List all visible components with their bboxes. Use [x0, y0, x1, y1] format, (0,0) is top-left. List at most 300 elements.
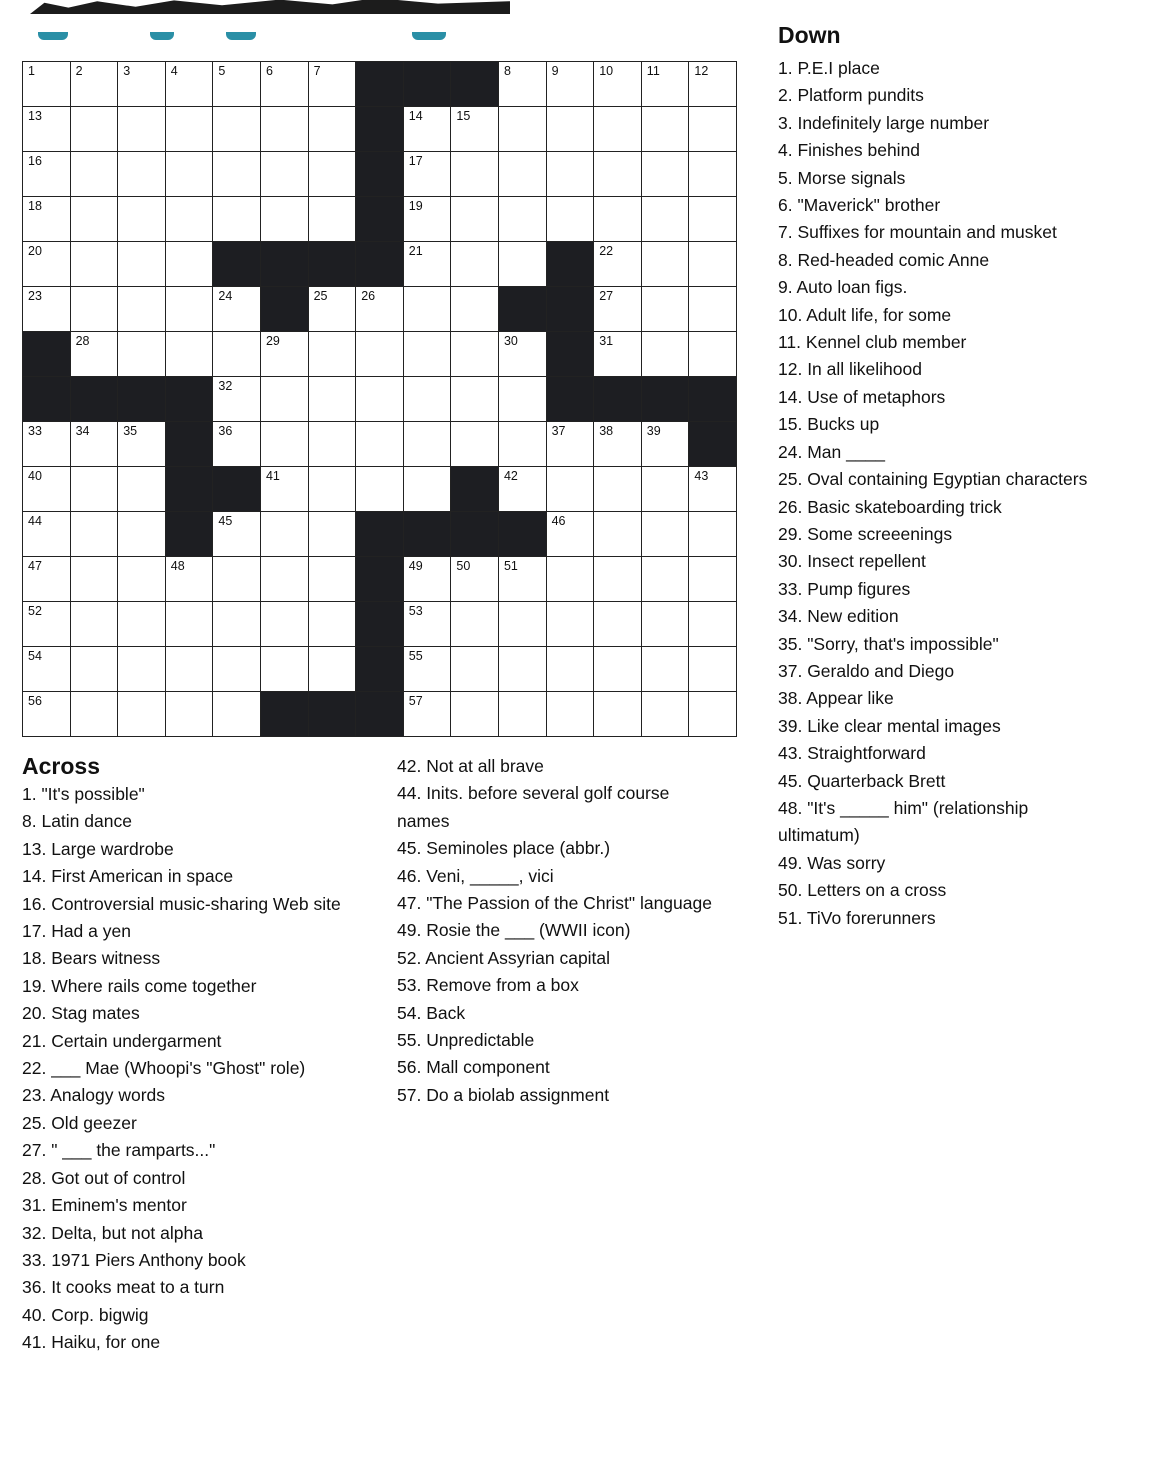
- clue-number: 42: [503, 469, 518, 483]
- grid-cell[interactable]: [689, 602, 736, 646]
- grid-cell[interactable]: [689, 692, 736, 736]
- clue-number: 37: [551, 424, 566, 438]
- grid-cell[interactable]: [499, 152, 546, 196]
- grid-cell[interactable]: [309, 62, 356, 106]
- grid-cell[interactable]: [118, 647, 165, 691]
- clue-number: 53: [408, 604, 423, 618]
- grid-cell[interactable]: [594, 287, 641, 331]
- clue-item: 7. Suffixes for mountain and musket: [778, 222, 1057, 243]
- grid-cell[interactable]: [213, 602, 260, 646]
- cropped-title-ink: [30, 0, 510, 14]
- grid-cell[interactable]: [213, 197, 260, 241]
- grid-cell[interactable]: [404, 647, 451, 691]
- grid-cell[interactable]: [356, 377, 403, 421]
- clue-number: 1: [28, 64, 35, 78]
- grid-cell[interactable]: [309, 197, 356, 241]
- grid-cell[interactable]: [71, 107, 118, 151]
- grid-cell[interactable]: [23, 62, 70, 106]
- clue-item: 13. Large wardrobe: [22, 838, 174, 859]
- grid-cell[interactable]: [309, 287, 356, 331]
- clue-number: 19: [408, 199, 423, 213]
- grid-cell[interactable]: [118, 287, 165, 331]
- grid-cell[interactable]: [689, 467, 736, 511]
- grid-cell[interactable]: [451, 152, 498, 196]
- block-cell: [23, 332, 70, 376]
- clue-number: 6: [265, 64, 273, 78]
- grid-cell[interactable]: [594, 647, 641, 691]
- grid-cell[interactable]: [261, 107, 308, 151]
- grid-cell[interactable]: [594, 422, 641, 466]
- grid-cell[interactable]: [642, 242, 689, 286]
- clue-item: 8. Red-headed comic Anne: [778, 249, 990, 270]
- grid-cell[interactable]: [261, 557, 308, 601]
- grid-cell[interactable]: [261, 62, 308, 106]
- block-cell: [689, 422, 736, 466]
- block-cell: [642, 377, 689, 421]
- cropped-title-accent: [412, 32, 446, 40]
- block-cell: [356, 692, 403, 736]
- grid-cell[interactable]: [547, 647, 594, 691]
- crossword-grid: [22, 61, 737, 737]
- clue-item: 53. Remove from a box: [397, 975, 579, 996]
- grid-cell[interactable]: [309, 152, 356, 196]
- clue-item: 23. Analogy words: [22, 1085, 166, 1106]
- grid-cell[interactable]: [118, 557, 165, 601]
- clue-item: 2. Platform pundits: [778, 85, 924, 106]
- clue-item: 33. Pump figures: [778, 578, 911, 599]
- grid-cell[interactable]: [594, 692, 641, 736]
- cropped-title-accent: [226, 32, 256, 40]
- grid-cell[interactable]: [166, 332, 213, 376]
- grid-cell[interactable]: [213, 422, 260, 466]
- grid-cell[interactable]: [404, 692, 451, 736]
- grid-cell[interactable]: [309, 512, 356, 556]
- grid-cell[interactable]: [451, 422, 498, 466]
- grid-cell[interactable]: [642, 422, 689, 466]
- grid-cell[interactable]: [594, 512, 641, 556]
- grid-cell[interactable]: [642, 332, 689, 376]
- grid-cell[interactable]: [451, 242, 498, 286]
- clue-number: 3: [123, 64, 131, 78]
- grid-cell[interactable]: [166, 197, 213, 241]
- clue-number: 54: [28, 649, 42, 663]
- grid-cell[interactable]: [642, 602, 689, 646]
- grid-cell[interactable]: [213, 557, 260, 601]
- grid-cell[interactable]: [261, 377, 308, 421]
- grid-cell[interactable]: [404, 602, 451, 646]
- clue-item: 35. "Sorry, that's impossible": [778, 633, 999, 654]
- clue-item: 30. Insect repellent: [778, 551, 926, 572]
- grid-cell[interactable]: [118, 692, 165, 736]
- grid-cell[interactable]: [689, 107, 736, 151]
- grid-cell[interactable]: [642, 197, 689, 241]
- grid-cell[interactable]: [213, 287, 260, 331]
- clue-item: 17. Had a yen: [22, 921, 131, 942]
- clue-item: 15. Bucks up: [778, 414, 880, 435]
- grid-cell[interactable]: [404, 242, 451, 286]
- grid-cell[interactable]: [451, 107, 498, 151]
- grid-cell[interactable]: [451, 602, 498, 646]
- grid-cell[interactable]: [594, 152, 641, 196]
- grid-cell[interactable]: [404, 287, 451, 331]
- grid-cell[interactable]: [23, 107, 70, 151]
- block-cell: [689, 377, 736, 421]
- grid-cell[interactable]: [71, 287, 118, 331]
- grid-cell[interactable]: [71, 647, 118, 691]
- clue-item: 44. Inits. before several golf course names: [397, 783, 670, 831]
- block-cell: [356, 242, 403, 286]
- block-cell: [404, 62, 451, 106]
- grid-cell[interactable]: [213, 107, 260, 151]
- grid-cell[interactable]: [404, 422, 451, 466]
- grid-cell[interactable]: [23, 287, 70, 331]
- clue-item: 21. Certain undergarment: [22, 1030, 222, 1051]
- grid-cell[interactable]: [166, 242, 213, 286]
- grid-cell[interactable]: [166, 647, 213, 691]
- grid-cell[interactable]: [23, 422, 70, 466]
- block-cell: [261, 692, 308, 736]
- grid-cell[interactable]: [594, 332, 641, 376]
- grid-cell[interactable]: [499, 602, 546, 646]
- block-cell: [309, 692, 356, 736]
- grid-cell[interactable]: [23, 152, 70, 196]
- clue-item: 33. 1971 Piers Anthony book: [22, 1249, 246, 1270]
- grid-cell[interactable]: [547, 107, 594, 151]
- grid-cell[interactable]: [309, 467, 356, 511]
- grid-cell[interactable]: [118, 197, 165, 241]
- grid-cell[interactable]: [118, 242, 165, 286]
- grid-cell[interactable]: [356, 422, 403, 466]
- clue-item: 29. Some screeenings: [778, 523, 953, 544]
- grid-cell[interactable]: [594, 602, 641, 646]
- block-cell: [71, 377, 118, 421]
- grid-cell[interactable]: [309, 332, 356, 376]
- grid-cell[interactable]: [642, 107, 689, 151]
- grid-cell[interactable]: [261, 422, 308, 466]
- grid-cell[interactable]: [213, 512, 260, 556]
- grid-cell[interactable]: [213, 332, 260, 376]
- grid-cell[interactable]: [499, 377, 546, 421]
- clue-number: 5: [218, 64, 226, 78]
- clue-item: 25. Oval containing Egyptian characters: [778, 469, 1088, 490]
- grid-cell[interactable]: [451, 377, 498, 421]
- grid-cell[interactable]: [689, 557, 736, 601]
- grid-cell[interactable]: [547, 467, 594, 511]
- grid-cell[interactable]: [71, 242, 118, 286]
- grid-cell[interactable]: [404, 467, 451, 511]
- grid-cell[interactable]: [451, 197, 498, 241]
- grid-cell[interactable]: [118, 152, 165, 196]
- grid-cell[interactable]: [451, 692, 498, 736]
- block-cell: [356, 107, 403, 151]
- clue-number: 46: [551, 514, 566, 528]
- grid-cell[interactable]: [594, 242, 641, 286]
- grid-cell[interactable]: [547, 692, 594, 736]
- clue-item: 54. Back: [397, 1002, 466, 1023]
- clue-number: 16: [28, 154, 42, 168]
- grid-cell[interactable]: [23, 692, 70, 736]
- grid-cell[interactable]: [23, 512, 70, 556]
- grid-cell[interactable]: [261, 152, 308, 196]
- grid-cell[interactable]: [689, 332, 736, 376]
- grid-cell[interactable]: [594, 197, 641, 241]
- grid-cell[interactable]: [689, 287, 736, 331]
- block-cell: [451, 62, 498, 106]
- clue-number: 39: [646, 424, 661, 438]
- clue-item: 37. Geraldo and Diego: [778, 660, 955, 681]
- block-cell: [499, 287, 546, 331]
- clue-item: 1. "It's possible": [22, 784, 145, 804]
- down-heading: Down: [778, 22, 841, 48]
- cropped-title-accent: [38, 32, 68, 40]
- cropped-title-remnant: [30, 0, 510, 42]
- grid-cell[interactable]: [642, 287, 689, 331]
- clue-item: 12. In all likelihood: [778, 359, 922, 380]
- grid-cell[interactable]: [166, 692, 213, 736]
- block-cell: [166, 512, 213, 556]
- grid-cell[interactable]: [213, 152, 260, 196]
- clue-number: 50: [456, 559, 471, 573]
- grid-cell[interactable]: [642, 692, 689, 736]
- clue-item: 14. First American in space: [22, 866, 234, 887]
- grid-cell[interactable]: [642, 152, 689, 196]
- block-cell: [166, 377, 213, 421]
- grid-cell[interactable]: [71, 152, 118, 196]
- grid-cell[interactable]: [166, 557, 213, 601]
- grid-cell[interactable]: [547, 557, 594, 601]
- grid-cell[interactable]: [166, 602, 213, 646]
- grid-cell[interactable]: [689, 152, 736, 196]
- grid-cell[interactable]: [594, 557, 641, 601]
- grid-cell[interactable]: [642, 512, 689, 556]
- grid-cell[interactable]: [71, 62, 118, 106]
- grid-cell[interactable]: [118, 107, 165, 151]
- block-cell: [309, 242, 356, 286]
- grid-cell[interactable]: [547, 602, 594, 646]
- grid-cell[interactable]: [499, 242, 546, 286]
- clue-item: 39. Like clear mental images: [778, 715, 1001, 736]
- grid-cell[interactable]: [261, 647, 308, 691]
- clue-item: 8. Latin dance: [22, 811, 132, 832]
- clue-number: 49: [408, 559, 423, 573]
- clue-item: 11. Kennel club member: [778, 332, 967, 353]
- grid-cell[interactable]: [71, 467, 118, 511]
- clue-number: 40: [28, 469, 42, 483]
- clue-number: 23: [28, 289, 42, 303]
- grid-cell[interactable]: [261, 467, 308, 511]
- grid-cell[interactable]: [642, 557, 689, 601]
- clue-item: 28. Got out of control: [22, 1167, 186, 1188]
- grid-cell[interactable]: [404, 107, 451, 151]
- block-cell: [499, 512, 546, 556]
- block-cell: [594, 377, 641, 421]
- grid-cell[interactable]: [23, 557, 70, 601]
- grid-cell[interactable]: [23, 467, 70, 511]
- grid-cell[interactable]: [309, 377, 356, 421]
- clue-number: 44: [28, 514, 42, 528]
- grid-cell[interactable]: [547, 512, 594, 556]
- block-cell: [547, 242, 594, 286]
- grid-cell[interactable]: [689, 512, 736, 556]
- grid-cell[interactable]: [71, 512, 118, 556]
- block-cell: [451, 512, 498, 556]
- grid-cell[interactable]: [689, 62, 736, 106]
- clue-item: 55. Unpredictable: [397, 1030, 535, 1051]
- clue-number: 15: [456, 109, 471, 123]
- grid-cell[interactable]: [309, 557, 356, 601]
- grid-cell[interactable]: [166, 287, 213, 331]
- clue-item: 32. Delta, but not alpha: [22, 1222, 203, 1243]
- across-heading: Across: [22, 753, 100, 779]
- grid-cell[interactable]: [71, 332, 118, 376]
- grid-cell[interactable]: [499, 692, 546, 736]
- grid-cell[interactable]: [118, 422, 165, 466]
- across-clue-list-continued: [397, 753, 717, 1109]
- clue-item: 42. Not at all brave: [397, 756, 544, 776]
- grid-cell[interactable]: [309, 422, 356, 466]
- grid-cell[interactable]: [166, 107, 213, 151]
- grid-cell[interactable]: [213, 62, 260, 106]
- grid-cell[interactable]: [404, 377, 451, 421]
- clue-number: 43: [694, 469, 709, 483]
- grid-cell[interactable]: [309, 647, 356, 691]
- clue-number: 29: [265, 334, 280, 348]
- down-clue-list: [778, 55, 1098, 850]
- block-cell: [404, 512, 451, 556]
- grid-cell[interactable]: [261, 602, 308, 646]
- clue-item: 9. Auto loan figs.: [778, 277, 908, 298]
- grid-cell[interactable]: [404, 332, 451, 376]
- clue-item: 50. Letters on a cross: [778, 880, 947, 901]
- clue-number: 56: [28, 694, 42, 708]
- grid-cell[interactable]: [451, 287, 498, 331]
- grid-cell[interactable]: [499, 197, 546, 241]
- grid-cell[interactable]: [71, 692, 118, 736]
- grid-cell[interactable]: [213, 647, 260, 691]
- clue-item: 20. Stag mates: [22, 1003, 140, 1024]
- grid-cell[interactable]: [547, 422, 594, 466]
- grid-cell[interactable]: [642, 62, 689, 106]
- block-cell: [356, 197, 403, 241]
- block-cell: [547, 332, 594, 376]
- clue-number: 32: [218, 379, 233, 393]
- grid-cell[interactable]: [689, 647, 736, 691]
- clue-number: 2: [75, 64, 83, 78]
- grid-cell[interactable]: [451, 557, 498, 601]
- clue-number: 26: [361, 289, 376, 303]
- grid-cell[interactable]: [547, 197, 594, 241]
- grid-cell[interactable]: [499, 107, 546, 151]
- across-clue-list: [22, 781, 341, 1357]
- clue-number: 10: [599, 64, 614, 78]
- grid-cell[interactable]: [594, 62, 641, 106]
- grid-cell[interactable]: [261, 197, 308, 241]
- grid-cell[interactable]: [213, 692, 260, 736]
- grid-cell[interactable]: [594, 467, 641, 511]
- grid-cell[interactable]: [404, 197, 451, 241]
- grid-cell[interactable]: [642, 467, 689, 511]
- clue-item: 47. "The Passion of the Christ" language: [397, 893, 712, 914]
- block-cell: [356, 62, 403, 106]
- grid-cell[interactable]: [356, 287, 403, 331]
- grid-cell[interactable]: [118, 512, 165, 556]
- clue-number: 35: [123, 424, 138, 438]
- grid-cell[interactable]: [499, 332, 546, 376]
- grid-cell[interactable]: [261, 512, 308, 556]
- clue-item: 49. Rosie the ___ (WWII icon): [397, 920, 631, 941]
- grid-cell[interactable]: [689, 197, 736, 241]
- grid-cell[interactable]: [309, 107, 356, 151]
- block-cell: [547, 377, 594, 421]
- grid-cell[interactable]: [71, 197, 118, 241]
- grid-cell[interactable]: [71, 422, 118, 466]
- clue-number: 30: [503, 334, 518, 348]
- clue-number: 4: [170, 64, 178, 78]
- grid-cell[interactable]: [23, 602, 70, 646]
- grid-cell[interactable]: [689, 242, 736, 286]
- clue-item: 45. Seminoles place (abbr.): [397, 838, 611, 859]
- grid-cell[interactable]: [118, 332, 165, 376]
- grid-cell[interactable]: [499, 62, 546, 106]
- clue-number: 27: [599, 289, 614, 303]
- clue-number: 17: [408, 154, 423, 168]
- clue-item: 40. Corp. bigwig: [22, 1304, 149, 1325]
- grid-cell[interactable]: [356, 332, 403, 376]
- grid-cell[interactable]: [309, 602, 356, 646]
- block-cell: [213, 242, 260, 286]
- cropped-title-accent: [150, 32, 174, 40]
- clue-item: 19. Where rails come together: [22, 975, 257, 996]
- grid-cell[interactable]: [261, 332, 308, 376]
- grid-cell[interactable]: [71, 602, 118, 646]
- clue-item: 10. Adult life, for some: [778, 304, 952, 325]
- grid-cell[interactable]: [451, 647, 498, 691]
- block-cell: [547, 287, 594, 331]
- grid-cell[interactable]: [404, 557, 451, 601]
- clue-number: 22: [599, 244, 614, 258]
- grid-cell[interactable]: [594, 107, 641, 151]
- grid-cell[interactable]: [118, 602, 165, 646]
- grid-cell[interactable]: [642, 647, 689, 691]
- clue-number: 38: [599, 424, 614, 438]
- grid-cell[interactable]: [451, 332, 498, 376]
- grid-cell[interactable]: [499, 422, 546, 466]
- grid-cell[interactable]: [499, 557, 546, 601]
- grid-cell[interactable]: [499, 647, 546, 691]
- grid-cell[interactable]: [547, 152, 594, 196]
- clue-number: 52: [28, 604, 42, 618]
- block-cell: [451, 467, 498, 511]
- grid-cell[interactable]: [23, 242, 70, 286]
- clue-item: 22. ___ Mae (Whoopi's "Ghost" role): [22, 1058, 306, 1079]
- clue-item: 18. Bears witness: [22, 948, 161, 969]
- grid-cell[interactable]: [404, 152, 451, 196]
- grid-cell[interactable]: [166, 152, 213, 196]
- grid-cell[interactable]: [166, 62, 213, 106]
- grid-cell[interactable]: [213, 377, 260, 421]
- grid-cell[interactable]: [71, 557, 118, 601]
- clue-number: 36: [218, 424, 233, 438]
- grid-cell[interactable]: [356, 467, 403, 511]
- grid-cell[interactable]: [23, 647, 70, 691]
- clue-item: 34. New edition: [778, 606, 899, 627]
- grid-cell[interactable]: [118, 62, 165, 106]
- clue-item: 51. TiVo forerunners: [778, 907, 936, 928]
- grid-cell[interactable]: [23, 197, 70, 241]
- grid-cell[interactable]: [499, 467, 546, 511]
- grid-cell[interactable]: [118, 467, 165, 511]
- grid-cell[interactable]: [547, 62, 594, 106]
